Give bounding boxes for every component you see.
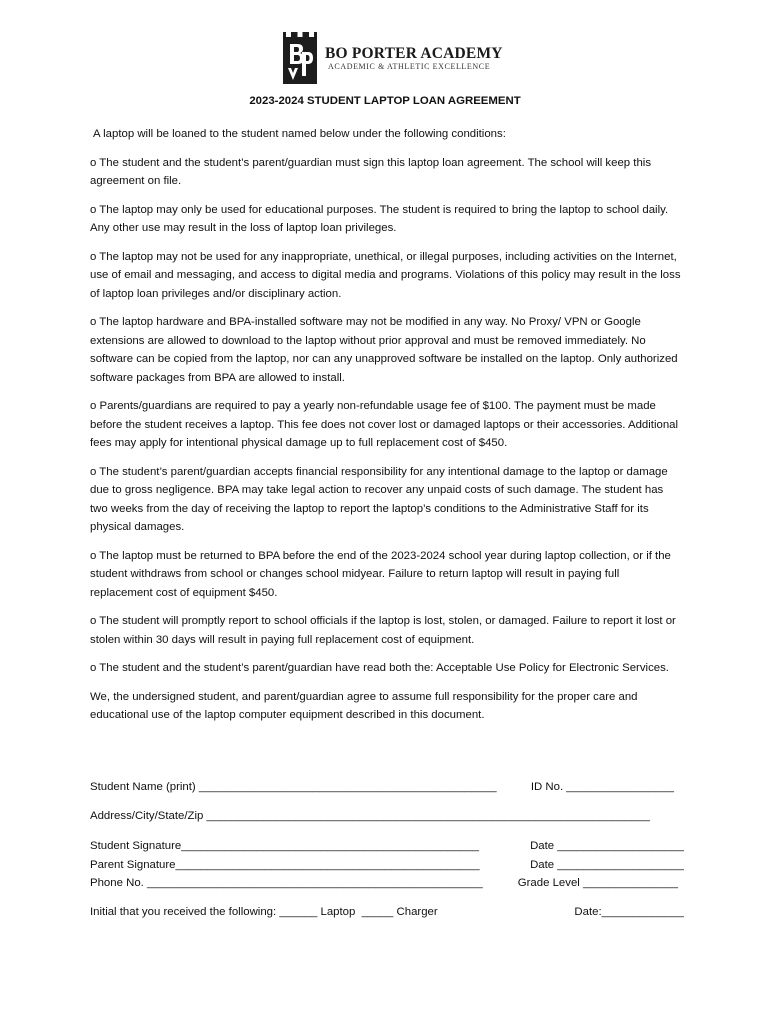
document-title: 2023-2024 STUDENT LAPTOP LOAN AGREEMENT [249,95,521,107]
student-name-field[interactable]: Student Name (print) _______________________________________________ [90,781,497,793]
closing-paragraph: We, the undersigned student, and parent/guardian agree to assume full responsibility for the proper care and educational use of the laptop computer equipment described in this document. [90,690,638,721]
condition-item: o The laptop may not be used for any inappropriate, unethical, or illegal purposes, including activities on the Internet, use of email and messaging, and access to digital media and programs. Violations of this policy may result in the loss of laptop loan privileges and/or disciplinary action. [90,250,681,300]
academy-tagline: ACADEMIC & ATHLETIC EXCELLENCE [328,61,491,71]
parent-signature-field[interactable]: Parent Signature________________________________________________ [90,858,480,871]
phone-row [90,874,684,893]
bpa-monogram-icon [283,32,317,84]
logo-text [325,45,503,72]
student-name-row [90,778,684,797]
grade-level-field[interactable]: Grade Level _______________ [517,877,678,889]
address-form [90,807,684,826]
condition-item: o The student’s parent/guardian accepts financial responsibility for any intentional damage to the laptop or damage due to gross negligence. BPA may take legal action to recover any unpaid costs of such damage. The student has two weeks from the day of receiving the laptop to report the laptop’s conditions to the Administrative Staff for its physical damages. [90,465,668,533]
student-signature-field[interactable]: Student Signature_______________________________________________ [90,840,479,852]
condition-item: o The laptop must be returned to BPA before the end of the 2023-2024 school year during laptop collection, or if the student withdraws from school or changes school midyear. Failure to return laptop will result in paying full replacement cost of equipment $450. [90,549,671,599]
id-number-field[interactable]: ID No. _________________ [530,781,674,793]
condition-item: o The student will promptly report to school officials if the laptop is lost, stolen, or damaged. Failure to report it lost or stolen within 30 days will result in paying full replacement cost of equipment. [90,615,676,646]
academy-name: BO PORTER ACADEMY [325,44,503,62]
address-row [90,807,684,826]
signature-form [90,837,684,893]
receipt-date-field[interactable]: Date:_____________ [574,906,684,918]
initial-field[interactable]: Initial that you received the following: ______ Laptop _____ Charger [90,906,438,918]
condition-item: o The student and the student’s parent/guardian have read both the: Acceptable Use Policy for Electronic Services. [90,662,669,674]
parent-signature-row [90,856,684,875]
condition-item: o The laptop may only be used for educational purposes. The student is required to bring the laptop to school daily. Any other use may result in the loss of laptop loan privileges. [90,203,669,234]
student-signature-row [90,837,684,856]
address-field[interactable]: Address/City/State/Zip ______________________________________________________________________ [90,810,650,822]
condition-item: o The student and the student’s parent/guardian must sign this laptop loan agreement. The school will keep this agreement on file. [90,156,652,187]
agreement-body [90,125,684,735]
condition-item: o The laptop hardware and BPA-installed software may not be modified in any way. No Proxy/ VPN or Google extensions are allowed to download to the laptop without prior approval and must be removed immediately. No software can be copied from the laptop, nor can any unapproved software be installed on the laptop. Only authorized software packages from BPA are allowed to install. [90,316,678,384]
phone-field[interactable]: Phone No. _____________________________________________________ [90,877,483,889]
intro-paragraph: A laptop will be loaned to the student named below under the following conditions: [93,128,506,140]
parent-date-field[interactable]: Date ____________________ [530,858,684,871]
receipt-form [90,903,684,922]
student-date-field[interactable]: Date ____________________ [530,840,684,852]
signature-form-top [90,778,684,797]
condition-item: o Parents/guardians are required to pay a yearly non-refundable usage fee of $100. The payment must be made before the student receives a laptop. This fee does not cover lost or damaged laptops or their accessories. Additional fees may apply for intentional physical damage up to full replacement cost of $450. [90,400,679,449]
initial-row [90,903,684,922]
academy-logo [283,32,503,84]
